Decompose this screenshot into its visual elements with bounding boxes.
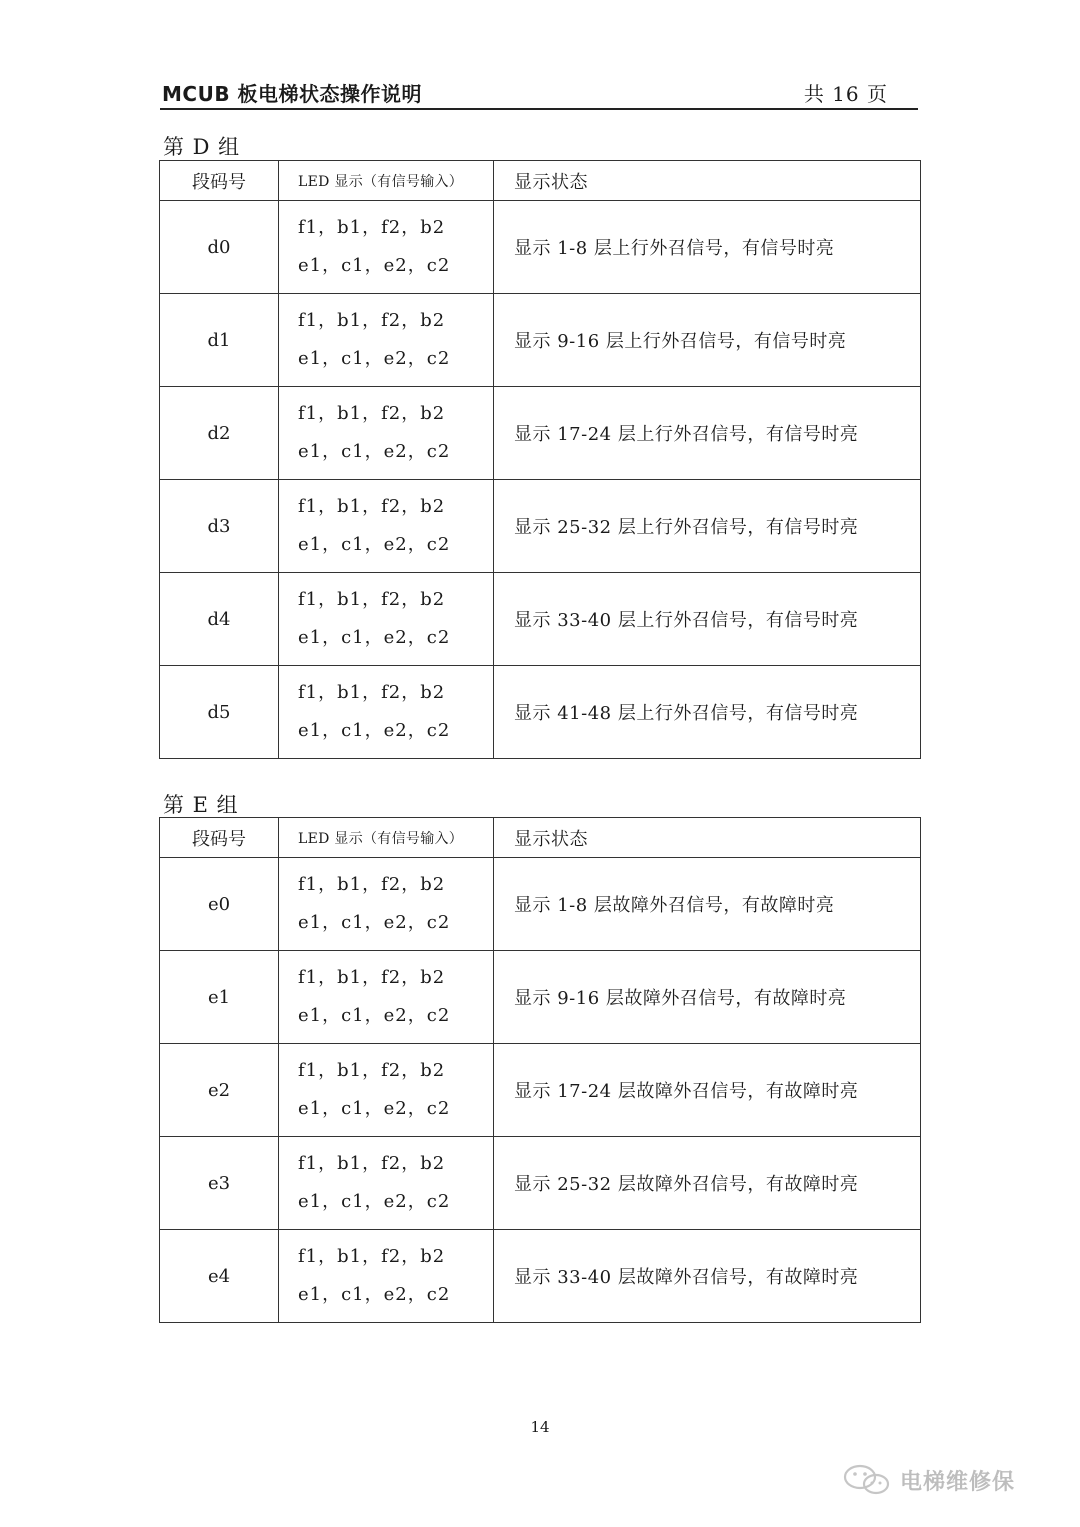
section-title-e: 第 E 组 xyxy=(163,793,239,817)
led-line-1: f1，b1，f2，b2 xyxy=(298,682,446,703)
segment-code: d4 xyxy=(160,573,279,666)
table-group-e xyxy=(159,817,921,1323)
page-header xyxy=(160,76,918,110)
led-line-2: e1，c1，e2，c2 xyxy=(298,441,451,462)
segment-code: e1 xyxy=(160,951,279,1044)
led-cell xyxy=(279,201,494,294)
header-code: 段码号 xyxy=(160,161,279,201)
led-cell xyxy=(279,951,494,1044)
led-cell xyxy=(279,666,494,759)
led-cell xyxy=(279,294,494,387)
led-line-2: e1，c1，e2，c2 xyxy=(298,1191,451,1212)
segment-code: e0 xyxy=(160,858,279,951)
status-text: 显示 25-32 层故障外召信号，有故障时亮 xyxy=(494,1137,921,1230)
page-number: 14 xyxy=(530,1418,550,1436)
led-cell xyxy=(279,858,494,951)
status-text: 显示 1-8 层上行外召信号，有信号时亮 xyxy=(494,201,921,294)
watermark xyxy=(838,1460,1058,1500)
led-line-1: f1，b1，f2，b2 xyxy=(298,1246,446,1267)
segment-code: d5 xyxy=(160,666,279,759)
led-line-1: f1，b1，f2，b2 xyxy=(298,1060,446,1081)
status-text: 显示 41-48 层上行外召信号，有信号时亮 xyxy=(494,666,921,759)
status-text: 显示 17-24 层故障外召信号，有故障时亮 xyxy=(494,1044,921,1137)
led-line-1: f1，b1，f2，b2 xyxy=(298,403,446,424)
segment-code: e3 xyxy=(160,1137,279,1230)
watermark-text: 电梯维修保 xyxy=(900,1469,1016,1495)
status-text: 显示 25-32 层上行外召信号，有信号时亮 xyxy=(494,480,921,573)
table-header-row xyxy=(160,818,921,858)
header-status: 显示状态 xyxy=(494,818,921,858)
header-code: 段码号 xyxy=(160,818,279,858)
table-row xyxy=(160,1044,921,1137)
led-line-2: e1，c1，e2，c2 xyxy=(298,627,451,648)
led-line-1: f1，b1，f2，b2 xyxy=(298,310,446,331)
led-line-2: e1，c1，e2，c2 xyxy=(298,1098,451,1119)
table-row xyxy=(160,387,921,480)
header-status: 显示状态 xyxy=(494,161,921,201)
table-header-row xyxy=(160,161,921,201)
status-text: 显示 17-24 层上行外召信号，有信号时亮 xyxy=(494,387,921,480)
status-text: 显示 33-40 层上行外召信号，有信号时亮 xyxy=(494,573,921,666)
status-text: 显示 33-40 层故障外召信号，有故障时亮 xyxy=(494,1230,921,1323)
led-cell xyxy=(279,1137,494,1230)
led-line-1: f1，b1，f2，b2 xyxy=(298,496,446,517)
table-row xyxy=(160,666,921,759)
table-row xyxy=(160,201,921,294)
segment-code: e2 xyxy=(160,1044,279,1137)
led-line-2: e1，c1，e2，c2 xyxy=(298,912,451,933)
section-title-d: 第 D 组 xyxy=(163,135,241,159)
led-cell xyxy=(279,573,494,666)
segment-code: d1 xyxy=(160,294,279,387)
table-group-d xyxy=(159,160,921,759)
page-count: 共 16 页 xyxy=(803,82,888,106)
table-row xyxy=(160,573,921,666)
led-cell xyxy=(279,1044,494,1137)
segment-code: d2 xyxy=(160,387,279,480)
segment-code: d3 xyxy=(160,480,279,573)
table-row xyxy=(160,858,921,951)
led-line-1: f1，b1，f2，b2 xyxy=(298,967,446,988)
header-led: LED 显示（有信号输入） xyxy=(279,818,494,858)
table-row xyxy=(160,1230,921,1323)
led-line-2: e1，c1，e2，c2 xyxy=(298,534,451,555)
status-text: 显示 1-8 层故障外召信号，有故障时亮 xyxy=(494,858,921,951)
header-led: LED 显示（有信号输入） xyxy=(279,161,494,201)
wechat-logo-icon xyxy=(838,1462,898,1498)
table-row xyxy=(160,1137,921,1230)
status-text: 显示 9-16 层上行外召信号，有信号时亮 xyxy=(494,294,921,387)
led-line-1: f1，b1，f2，b2 xyxy=(298,589,446,610)
led-line-1: f1，b1，f2，b2 xyxy=(298,874,446,895)
led-cell xyxy=(279,480,494,573)
led-line-2: e1，c1，e2，c2 xyxy=(298,1005,451,1026)
led-line-1: f1，b1，f2，b2 xyxy=(298,1153,446,1174)
led-line-2: e1，c1，e2，c2 xyxy=(298,720,451,741)
table-row xyxy=(160,951,921,1044)
led-line-2: e1，c1，e2，c2 xyxy=(298,348,451,369)
led-cell xyxy=(279,387,494,480)
segment-code: e4 xyxy=(160,1230,279,1323)
led-cell xyxy=(279,1230,494,1323)
led-line-2: e1，c1，e2，c2 xyxy=(298,255,451,276)
table-row xyxy=(160,294,921,387)
led-line-2: e1，c1，e2，c2 xyxy=(298,1284,451,1305)
status-text: 显示 9-16 层故障外召信号，有故障时亮 xyxy=(494,951,921,1044)
segment-code: d0 xyxy=(160,201,279,294)
led-line-1: f1，b1，f2，b2 xyxy=(298,217,446,238)
document-title: MCUB 板电梯状态操作说明 xyxy=(162,82,423,106)
table-row xyxy=(160,480,921,573)
